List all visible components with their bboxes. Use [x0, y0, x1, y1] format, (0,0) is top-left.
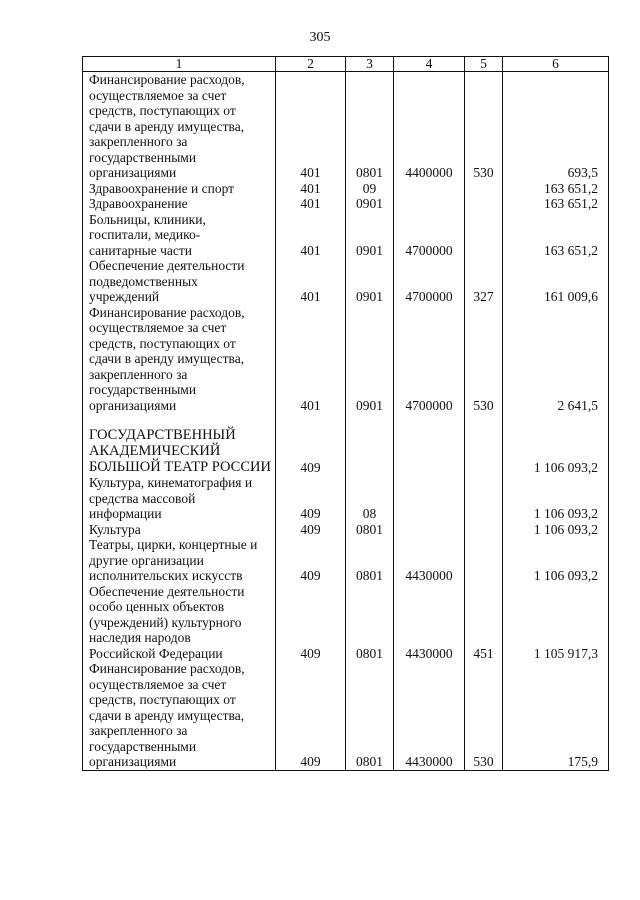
expense-type-cell: 451 — [465, 584, 503, 662]
amount-cell: 693,5 — [503, 72, 609, 181]
row-name-line: Финансирование расходов, — [89, 304, 245, 320]
row-name-line: исполнительских искусств — [89, 568, 243, 583]
target-article-cell — [394, 522, 465, 538]
amount-cell: 1 106 093,2 — [503, 522, 609, 538]
ministry-code-cell: 409 — [276, 661, 346, 770]
row-name-cell — [83, 522, 276, 538]
column-header-1: 1 — [83, 57, 276, 72]
ministry-code-cell: 401 — [276, 72, 346, 181]
column-header-row — [83, 57, 609, 72]
spacer-cell — [394, 413, 465, 427]
section-code-cell — [346, 427, 394, 475]
table-row — [83, 181, 609, 197]
row-name-cell — [83, 72, 276, 181]
table-row — [83, 212, 609, 259]
amount-cell: 163 651,2 — [503, 196, 609, 212]
row-name-line: подведомственных — [89, 273, 198, 289]
table-row — [83, 258, 609, 305]
section-code-cell: 0901 — [346, 196, 394, 212]
table-row — [83, 427, 609, 475]
row-name-line: АКАДЕМИЧЕСКИЙ — [89, 443, 221, 459]
amount-cell: 163 651,2 — [503, 181, 609, 197]
amount-cell: 175,9 — [503, 661, 609, 770]
target-article-cell — [394, 427, 465, 475]
column-header-3: 3 — [346, 57, 394, 72]
amount-cell: 161 009,6 — [503, 258, 609, 305]
row-name-cell — [83, 212, 276, 259]
row-name-line: Финансирование расходов, — [89, 72, 245, 87]
spacer-cell — [346, 413, 394, 427]
row-name-line: сдачи в аренду имущества, — [89, 351, 245, 366]
section-code-cell: 0801 — [346, 72, 394, 181]
table-row — [83, 475, 609, 522]
row-name-line: учреждений — [89, 289, 160, 304]
ministry-code-cell: 409 — [276, 475, 346, 522]
section-code-cell: 0801 — [346, 661, 394, 770]
row-name-line: осуществляемое за счет — [89, 676, 227, 692]
row-name-line: санитарные части — [89, 242, 192, 258]
section-code-cell: 09 — [346, 181, 394, 197]
ministry-code-cell: 401 — [276, 212, 346, 259]
expense-type-cell — [465, 537, 503, 584]
expense-type-cell — [465, 522, 503, 538]
row-name-cell — [83, 427, 276, 475]
section-code-cell: 0901 — [346, 258, 394, 305]
row-name-line: наследия народов — [89, 630, 191, 645]
amount-cell: 163 651,2 — [503, 212, 609, 259]
row-name-line: сдачи в аренду имущества, — [89, 118, 245, 134]
expense-type-cell — [465, 181, 503, 197]
column-header-5: 5 — [465, 57, 503, 72]
amount-cell: 1 106 093,2 — [503, 427, 609, 475]
ministry-code-cell: 409 — [276, 584, 346, 662]
row-name-cell — [83, 258, 276, 305]
table-row — [83, 196, 609, 212]
row-name-line: организациями — [89, 397, 177, 413]
table-row — [83, 537, 609, 584]
expense-type-cell — [465, 475, 503, 522]
row-name-line: Здравоохранение и спорт — [89, 180, 235, 196]
row-name-line: государственными — [89, 149, 197, 165]
row-name-line: Культура — [89, 521, 141, 537]
expense-type-cell: 530 — [465, 72, 503, 181]
target-article-cell — [394, 475, 465, 522]
row-name-line: государственными — [89, 382, 197, 397]
row-name-line: (учреждений) культурного — [89, 614, 242, 630]
row-name-line: осуществляемое за счет — [89, 87, 227, 103]
expense-type-cell: 530 — [465, 305, 503, 414]
table-row — [83, 522, 609, 538]
expense-type-cell — [465, 212, 503, 259]
ministry-code-cell: 401 — [276, 258, 346, 305]
amount-cell: 2 641,5 — [503, 305, 609, 414]
column-header-4: 4 — [394, 57, 465, 72]
spacer-cell — [465, 413, 503, 427]
column-header-6: 6 — [503, 57, 609, 72]
table-body — [83, 72, 609, 771]
target-article-cell: 4700000 — [394, 258, 465, 305]
target-article-cell: 4430000 — [394, 584, 465, 662]
row-name-line: ГОСУДАРСТВЕННЫЙ — [89, 427, 236, 443]
section-code-cell: 0801 — [346, 522, 394, 538]
row-name-line: осуществляемое за счет — [89, 320, 227, 335]
row-name-line: средств, поступающих от — [89, 335, 236, 351]
row-name-line: Культура, кинематография и — [89, 475, 253, 490]
row-name-cell — [83, 181, 276, 197]
target-article-cell: 4700000 — [394, 305, 465, 414]
expense-type-cell — [465, 427, 503, 475]
row-name-line: информации — [89, 506, 162, 521]
row-name-line: закрепленного за — [89, 134, 188, 149]
row-name-cell — [83, 537, 276, 584]
amount-cell: 1 105 917,3 — [503, 584, 609, 662]
expense-type-cell: 327 — [465, 258, 503, 305]
row-name-line: средства массовой — [89, 490, 196, 506]
section-code-cell: 08 — [346, 475, 394, 522]
table-row — [83, 584, 609, 662]
row-name-cell — [83, 584, 276, 662]
ministry-code-cell: 401 — [276, 181, 346, 197]
ministry-code-cell: 409 — [276, 522, 346, 538]
amount-cell: 1 106 093,2 — [503, 475, 609, 522]
expense-type-cell: 530 — [465, 661, 503, 770]
table-row — [83, 305, 609, 414]
target-article-cell — [394, 181, 465, 197]
row-name-line: Здравоохранение — [89, 196, 188, 211]
row-name-line: организациями — [89, 165, 177, 180]
expense-type-cell — [465, 196, 503, 212]
row-name-cell — [83, 305, 276, 414]
column-header-2: 2 — [276, 57, 346, 72]
spacer-row — [83, 413, 609, 427]
spacer-cell — [83, 413, 276, 427]
section-code-cell: 0901 — [346, 212, 394, 259]
section-code-cell: 0801 — [346, 584, 394, 662]
row-name-line: Больницы, клиники, — [89, 211, 206, 227]
spacer-cell — [276, 413, 346, 427]
table-row — [83, 661, 609, 770]
target-article-cell — [394, 196, 465, 212]
spacer-cell — [503, 413, 609, 427]
ministry-code-cell: 401 — [276, 196, 346, 212]
row-name-cell — [83, 475, 276, 522]
table-row — [83, 72, 609, 181]
row-name-line: БОЛЬШОЙ ТЕАТР РОССИИ — [89, 459, 271, 475]
row-name-line: Российской Федерации — [89, 645, 223, 661]
row-name-line: сдачи в аренду имущества, — [89, 707, 245, 723]
row-name-line: особо ценных объектов — [89, 599, 225, 614]
target-article-cell: 4430000 — [394, 661, 465, 770]
row-name-line: средств, поступающих от — [89, 103, 236, 118]
row-name-line: другие организации — [89, 552, 204, 568]
row-name-line: Обеспечение деятельности — [89, 258, 245, 273]
row-name-line: Обеспечение деятельности — [89, 583, 245, 599]
page-number: 305 — [309, 30, 331, 45]
row-name-cell — [83, 196, 276, 212]
row-name-line: Театры, цирки, концертные и — [89, 537, 258, 552]
ministry-code-cell: 409 — [276, 537, 346, 584]
row-name-line: закрепленного за — [89, 723, 188, 738]
target-article-cell: 4430000 — [394, 537, 465, 584]
section-code-cell: 0901 — [346, 305, 394, 414]
row-name-line: государственными — [89, 738, 197, 754]
row-name-line: средств, поступающих от — [89, 692, 236, 707]
target-article-cell: 4700000 — [394, 212, 465, 259]
row-name-line: организациями — [89, 754, 177, 769]
row-name-cell — [83, 661, 276, 770]
row-name-line: закрепленного за — [89, 366, 188, 382]
amount-cell: 1 106 093,2 — [503, 537, 609, 584]
row-name-line: госпитали, медико- — [89, 227, 201, 242]
section-code-cell: 0801 — [346, 537, 394, 584]
budget-table — [82, 56, 609, 771]
row-name-line: Финансирование расходов, — [89, 661, 245, 676]
target-article-cell: 4400000 — [394, 72, 465, 181]
ministry-code-cell: 409 — [276, 427, 346, 475]
ministry-code-cell: 401 — [276, 305, 346, 414]
